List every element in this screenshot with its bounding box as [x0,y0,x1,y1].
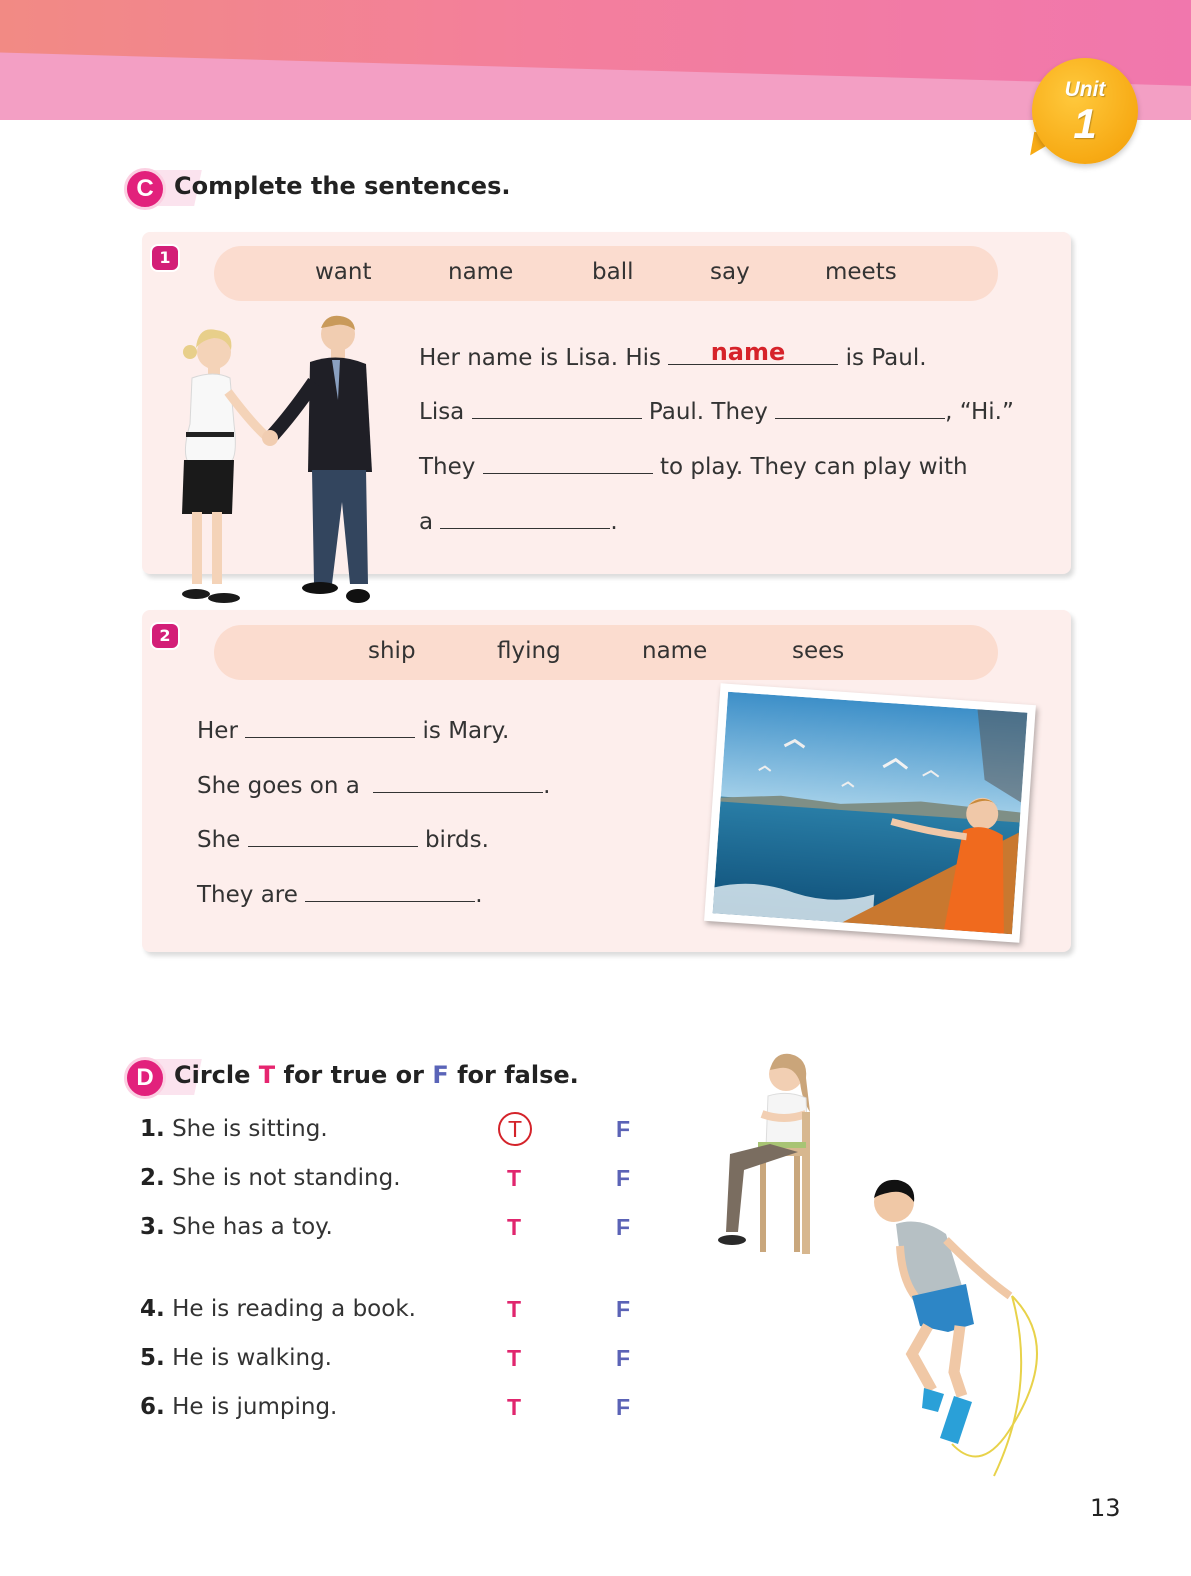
header-banner [0,0,1191,120]
word-bank-word: meets [825,259,897,285]
tf-item-3-false[interactable]: F [615,1214,631,1240]
tf-item-text: He is jumping. [172,1394,338,1420]
section-d-true-letter: T [258,1061,276,1089]
ex1-l4-text-a: a [419,509,434,535]
ex1-l2-text-c: , “Hi.” [945,399,1014,425]
tf-item-5 [140,1345,332,1371]
exercise-1-word-bank [214,246,998,301]
tf-item-6 [140,1394,337,1420]
ex1-sentence-1 [419,342,927,371]
ex2-l3-blank[interactable] [248,824,418,847]
ex2-l4-blank[interactable] [305,879,475,902]
tf-item-1 [140,1116,328,1142]
ex2-l1-text-b: is Mary. [422,718,510,744]
tf-item-1-true-circled[interactable]: T [498,1112,532,1146]
ex1-l1-answer: name [710,338,786,366]
ex1-l2-blank-1[interactable] [472,396,642,419]
word-bank-word: say [710,259,750,285]
tf-item-text: She has a toy. [172,1214,333,1240]
ex1-l1-text-a: Her name is Lisa. His [419,345,662,371]
word-bank-word: sees [792,638,845,664]
unit-label: Unit [1064,78,1106,101]
tf-item-number: 5. [140,1345,165,1371]
ex1-sentence-2 [419,396,1014,425]
tf-item-4 [140,1296,416,1322]
ex2-l2-blank[interactable] [373,770,543,793]
word-bank-word: ship [368,638,416,664]
tf-item-1-false[interactable]: F [615,1116,631,1142]
tf-item-2-false[interactable]: F [615,1165,631,1191]
unit-number: 1 [1073,100,1097,147]
exercise-1-number: 1 [152,246,178,270]
section-c-letter: C [124,168,166,210]
page-number: 13 [1090,1494,1121,1522]
word-bank-word: name [448,259,514,285]
ex1-l3-text-a: They [419,454,476,480]
tf-item-6-false[interactable]: F [615,1394,631,1420]
ex1-l2-blank-2[interactable] [775,396,945,419]
tf-item-number: 3. [140,1214,165,1240]
ex1-l3-blank[interactable] [483,451,653,474]
ex2-l2-text-a: She goes on a [197,773,360,799]
ex1-sentence-4 [419,506,618,535]
ex2-l2-text-b: . [543,773,551,799]
tf-item-number: 1. [140,1116,165,1142]
tf-item-6-true[interactable]: T [506,1394,522,1420]
tf-item-2-true[interactable]: T [506,1165,522,1191]
girl-on-ship-photo [704,683,1036,942]
tf-item-text: He is reading a book. [172,1296,416,1322]
section-d-letter: D [124,1057,166,1099]
section-d-title [174,1061,579,1089]
section-d-false-letter: F [432,1061,449,1089]
ex2-l4-text-a: They are [197,882,298,908]
jumping-boy-image [862,1176,1057,1486]
ex2-sentence-2 [197,770,550,799]
kids-handshake-image [168,312,378,607]
ex2-l4-text-b: . [475,882,483,908]
word-bank-word: flying [497,638,561,664]
ex1-l2-text-b: Paul. They [648,399,768,425]
ex2-sentence-4 [197,879,483,908]
word-bank-word: ball [592,259,634,285]
ex1-l4-text-b: . [610,509,618,535]
tf-item-3 [140,1214,333,1240]
section-d-title-b: for true or [283,1061,424,1089]
tf-item-2 [140,1165,401,1191]
word-bank-word: name [642,638,708,664]
tf-item-5-false[interactable]: F [615,1345,631,1371]
sitting-girl-image [710,1052,830,1257]
tf-item-4-false[interactable]: F [615,1296,631,1322]
tf-item-4-true[interactable]: T [506,1296,522,1322]
ex2-l1-text-a: Her [197,718,238,744]
ex1-l2-text-a: Lisa [419,399,465,425]
section-c-title: Complete the sentences. [174,172,511,200]
unit-badge [1032,58,1138,164]
word-bank-word: want [315,259,372,285]
tf-item-number: 4. [140,1296,165,1322]
tf-item-number: 6. [140,1394,165,1420]
ex2-l3-text-b: birds. [424,827,489,853]
tf-item-text: She is not standing. [172,1165,401,1191]
ex1-l1-text-b: is Paul. [845,345,927,371]
ex2-sentence-1 [197,715,509,744]
tf-item-text: He is walking. [172,1345,332,1371]
section-d-title-c: for false. [457,1061,579,1089]
tf-item-3-true[interactable]: T [506,1214,522,1240]
exercise-2-number: 2 [152,624,178,648]
exercise-2-word-bank [214,625,998,680]
ex1-l4-blank[interactable] [440,506,610,529]
ex2-l1-blank[interactable] [245,715,415,738]
ex2-l3-text-a: She [197,827,241,853]
ex1-l3-text-b: to play. They can play with [660,454,968,480]
section-d-title-a: Circle [174,1061,251,1089]
tf-item-5-true[interactable]: T [506,1345,522,1371]
ex1-sentence-3 [419,451,968,480]
girl-on-ship-image [713,692,1028,934]
tf-item-text: She is sitting. [172,1116,328,1142]
tf-item-number: 2. [140,1165,165,1191]
banner-band [0,52,1191,120]
ex2-sentence-3 [197,824,489,853]
